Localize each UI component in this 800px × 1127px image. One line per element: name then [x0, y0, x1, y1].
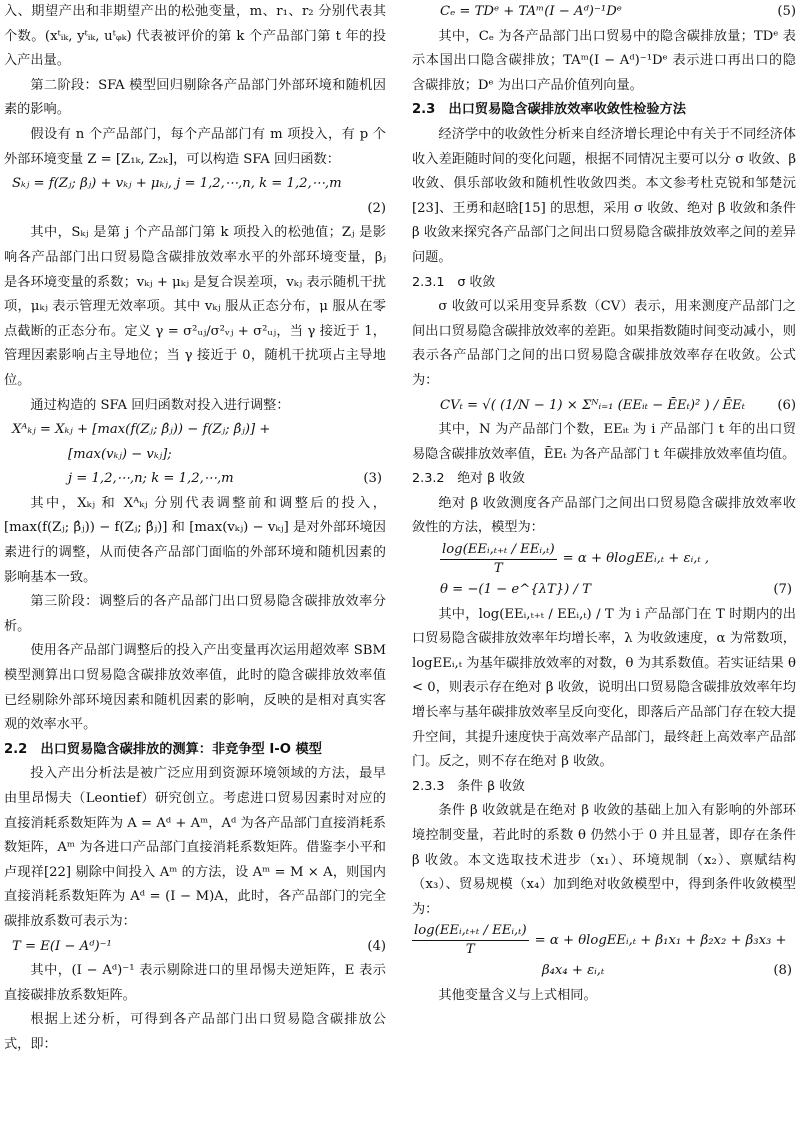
- subsection-heading: 2.3.2 绝对 β 收敛: [412, 471, 525, 487]
- equation-line: Xᴬₖⱼ = Xₖⱼ + [max(f(Zⱼ; β̂ⱼ)) − f(Zⱼ; β̂ⱼ)] +: [12, 422, 271, 438]
- paragraph: 假设有 n 个产品部门，每个产品部门有 m 项投入，有 p 个外部环境变量 Z = [Z₁ₖ, Z₂ₖ]，可以构造 SFA 回归函数：: [4, 126, 386, 167]
- equation-text: = α + θlogEEᵢ,ₜ + εᵢ,ₜ ,: [562, 551, 710, 567]
- equation-text: T = E(I − Aᵈ)⁻¹: [12, 938, 112, 954]
- equation-number: (5): [777, 4, 796, 19]
- paragraph: 根据上述分析，可得到各产品部门出口贸易隐含碳排放公式，即：: [4, 1012, 386, 1052]
- equation-8: [412, 922, 796, 984]
- paragraph: 第三阶段：调整后的各产品部门出口贸易隐含碳排放效率分析。: [4, 594, 386, 634]
- paragraph: 第二阶段：SFA 模型回归剔除各产品部门外部环境和随机因素的影响。: [4, 77, 386, 118]
- equation-line: β₄x₄ + εᵢ,ₜ: [542, 963, 605, 979]
- equation-line: j = 1,2,⋯,n; k = 1,2,⋯,m: [68, 471, 234, 487]
- equation-number: (7): [773, 582, 792, 598]
- paragraph: 投入产出分析法是被广泛应用到资源环境领域的方法，最早由里昂惕夫（Leontief）研究创立。考虑进口贸易因素时对应的直接消耗系数矩阵为 A = Aᵈ + Aᵐ，Aᵈ 为各产品部门直接消耗系数矩阵，Aᵐ 为各进口产品部门直接消耗系数矩阵。借鉴李小平和卢现祥[22] 剔除中间投入 Aᵐ 的方法，设 Aᵐ = M × A，则国内直接消耗系数矩阵为 Aᵈ = (I − M)A，此时，各产品部门的完全碳排放系数可表示为：: [4, 766, 386, 929]
- equation-text: CVₜ = √( (1/N − 1) × Σᴺᵢ₌₁ (EEᵢₜ − ĒEₜ)² ) / ĒEₜ: [440, 397, 745, 413]
- equation-line: [max(vₖⱼ) − vₖⱼ];: [68, 446, 172, 462]
- paragraph: 其中，N 为产品部门个数，EEᵢₜ 为 i 产品部门 t 年的出口贸易隐含碳排放效率值，ĒEₜ 为各产品部门 t 年碳排放效率值均值。: [412, 422, 796, 462]
- fraction-numerator: log(EEᵢ,ₜ₊ₜ / EEᵢ,ₜ): [412, 922, 529, 941]
- equation-6: [412, 394, 796, 419]
- subsection-heading: 2.3.3 条件 β 收敛: [412, 778, 525, 794]
- subsection-heading: 2.3.1 σ 收敛: [412, 274, 496, 290]
- paragraph: 通过构造的 SFA 回归函数对投入进行调整：: [30, 397, 290, 413]
- paragraph: 使用各产品部门调整后的投入产出变量再次运用超效率 SBM 模型测算出口贸易隐含碳排放效率值，此时的隐含碳排放效率值已经剔除外部环境因素和随机因素的影响，反映的是相对真实客观的效率水平。: [4, 643, 386, 733]
- equation-number: (2): [367, 200, 386, 216]
- fraction-numerator: log(EEᵢ,ₜ₊ₜ / EEᵢ,ₜ): [440, 541, 557, 560]
- fraction: [412, 922, 529, 959]
- equation-3: [4, 418, 386, 492]
- equation-text: Cₑ = TDᵉ + TAᵐ(I − Aᵈ)⁻¹Dᵉ: [440, 4, 622, 19]
- paragraph: σ 收敛可以采用变异系数（CV）表示，用来测度产品部门之间出口贸易隐含碳排放效率的差距。如果指数随时间变动减小，则表示各产品部门之间的出口贸易隐含碳排放效率存在收敛。公式为：: [412, 299, 796, 388]
- right-column: [412, 0, 796, 1009]
- fraction-denominator: T: [465, 942, 475, 958]
- equation-line: θ = −(1 − e^{λT}) / T: [440, 582, 591, 598]
- paragraph: 绝对 β 收敛测度各产品部门之间出口贸易隐含碳排放效率收敛性的方法，模型为：: [412, 495, 796, 536]
- paragraph: 其中，log(EEᵢ,ₜ₊ₜ / EEᵢ,ₜ) / T 为 i 产品部门在 T 时期内的出口贸易隐含碳排放效率年均增长率，λ 为收敛速度，α 为常数项，logEEᵢ,ₜ 为基年碳排放效率的对数，θ 为其系数值。若实证结果 θ < 0，则表示存在绝对 β 收敛，说明出口贸易隐含碳排放效率年均增长率与基年碳排放效率呈反向变化，即落后产品部门存在较大提升空间，其提升速度快于高效率产品部门，最终赶上高效率产品部门。反之，则不存在绝对 β 收敛。: [412, 606, 796, 770]
- fraction-denominator: T: [493, 561, 503, 577]
- paragraph: 其中，Cₑ 为各产品部门出口贸易中的隐含碳排放量；TDᵉ 表示本国出口隐含碳排放；TAᵐ(I − Aᵈ)⁻¹Dᵉ 表示进口再出口的隐含碳排放；Dᵉ 为出口产品价值列向量。: [412, 28, 796, 93]
- equation-text: Sₖⱼ = f(Zⱼ; βⱼ) + vₖⱼ + μₖⱼ, j = 1,2,⋯,n, k = 1,2,⋯,m: [12, 176, 342, 192]
- equation-number: (6): [777, 397, 796, 413]
- section-heading: 2.2 出口贸易隐含碳排放的测算：非竞争型 I-O 模型: [4, 741, 322, 757]
- equation-text: = α + θlogEEᵢ,ₜ + β₁x₁ + β₂x₂ + β₃x₃ +: [534, 932, 787, 948]
- left-column: [4, 0, 386, 1058]
- section-heading: 2.3 出口贸易隐含碳排放效率收敛性检验方法: [412, 102, 686, 118]
- paragraph: 其中，Xₖⱼ 和 Xᴬₖⱼ 分别代表调整前和调整后的投入，[max(f(Zⱼ; β̂ⱼ)) − f(Zⱼ; β̂ⱼ)] 和 [max(vₖⱼ) − vₖⱼ] 是对外部环境因素进行的调整，从而使各产品部门面临的外部环境和随机因素的影响基本一致。: [4, 495, 386, 585]
- paragraph: 条件 β 收敛就是在绝对 β 收敛的基础上加入有影响的外部环境控制变量，若此时的系数 θ 仍然小于 0 并且显著，即存在条件 β 收敛。本文选取技术进步（x₁）、环境规制（x₂）、禀赋结构（x₃）、贸易规模（x₄）加到绝对收敛模型中，得到条件收敛模型为：: [412, 803, 796, 917]
- equation-number: (8): [773, 963, 792, 979]
- paragraph: 其中，(I − Aᵈ)⁻¹ 表示剔除进口的里昂惕夫逆矩阵，E 表示直接碳排放系数矩阵。: [4, 963, 386, 1003]
- equation-7: [412, 541, 796, 603]
- paragraph: 其他变量含义与上式相同。: [438, 987, 597, 1003]
- equation-2: [4, 172, 386, 221]
- fraction: [440, 541, 557, 578]
- equation-number: (3): [363, 471, 382, 487]
- equation-number: (4): [367, 938, 386, 954]
- paragraph: 其中，Sₖⱼ 是第 j 个产品部门第 k 项投入的松弛值；Zⱼ 是影响各产品部门出口贸易隐含碳排放效率水平的外部环境变量，βⱼ 是各环境变量的系数；vₖⱼ + μₖⱼ 是复合误差项，vₖⱼ 表示随机干扰项，μₖⱼ 表示管理无效率项。其中 vₖⱼ 服从正态分布，μ 服从在零点截断的正态分布。定义 γ = σ²ᵤⱼ/σ²ᵥⱼ + σ²ᵤⱼ，当 γ 接近于 1，管理因素影响占主导地位；当 γ 接近于 0，随机干扰项占主导地位。: [4, 225, 386, 388]
- paragraph: 经济学中的收敛性分析来自经济增长理论中有关于不同经济体收入差距随时间的变化问题，根据不同情况主要可以分 σ 收敛、β 收敛、俱乐部收敛和随机性收敛四类。本文参考杜克锐和邹楚沅[23]、王勇和赵晗[15] 的思想，采用 σ 收敛、绝对 β 收敛和条件 β 收敛来探究各产品部门之间出口贸易隐含碳排放效率之间的差异问题。: [412, 126, 796, 265]
- paragraph: 入、期望产出和非期望产出的松弛变量，m、r₁、r₂ 分别代表其个数。(xᵗᵢₖ, yᵗᵢₖ, uᵗᵩₖ) 代表被评价的第 k 个产品部门第 t 年的投入产出量。: [4, 4, 386, 69]
- equation-5: [412, 0, 796, 25]
- equation-4: [4, 935, 386, 960]
